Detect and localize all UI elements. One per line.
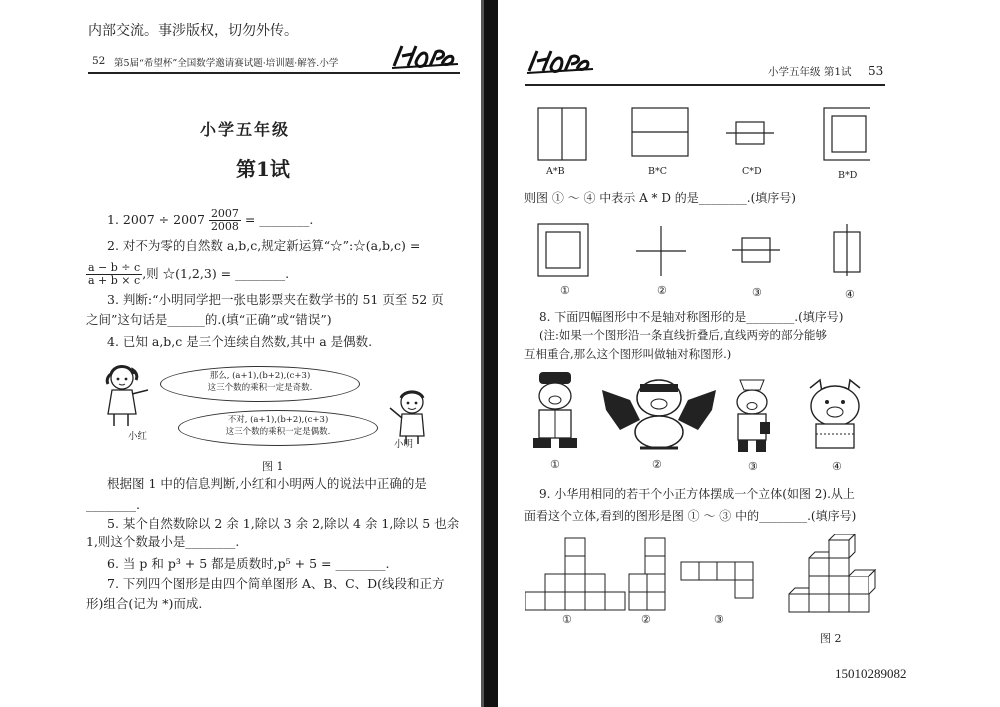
question-2-line2: $\frac{a - b \div c}{a + b \times c}$ ,则 ☆(1,2,3) = ________. xyxy=(88,261,290,288)
figure-1-caption: 图 1 xyxy=(262,460,284,473)
question-5-line2: 1,则这个数最小是________. xyxy=(86,534,240,549)
q8-choice-4: ④ xyxy=(832,460,842,473)
copyright-notice: 内部交流。事涉版权，切勿外传。 xyxy=(88,23,298,39)
fig-label-b-d: B*D xyxy=(838,170,858,181)
question-3-line2: 之间”这句话是______的.(填“正确”或“错误”) xyxy=(86,312,332,327)
q7-choice-figures xyxy=(530,222,870,280)
question-5-line1: 5. 某个自然数除以 2 余 1,除以 3 余 2,除以 4 余 1,除以 5 也余 xyxy=(107,516,460,531)
girl-label: 小红 xyxy=(128,431,148,442)
question-6: 6. 当 p 和 p³ + 5 都是质数时,p⁵ + 5 = ________. xyxy=(107,556,390,571)
hope-logo-right xyxy=(525,47,595,79)
q7-choice-3: ③ xyxy=(752,286,762,299)
q9-choice-2: ② xyxy=(641,613,651,626)
question-9-line2: 面看这个立体,看到的图形是图 ① ～ ③ 中的________.(填序号) xyxy=(524,509,857,523)
right-page-number: 53 xyxy=(868,64,884,78)
boy-label: 小明 xyxy=(394,439,414,450)
pig-plain-picture xyxy=(800,378,870,458)
grade-title: 小学五年级 xyxy=(200,120,291,139)
question-4-line1: 4. 已知 a,b,c 是三个连续自然数,其中 a 是偶数. xyxy=(107,334,373,349)
question-7-line1: 7. 下列四个图形是由四个简单图形 A、B、C、D(线段和正方 xyxy=(107,576,445,591)
question-3-line1: 3. 判断:“小明同学把一张电影票夹在数学书的 51 页至 52 页 xyxy=(107,292,444,307)
girl-xiaohong-figure xyxy=(96,362,156,432)
left-page-number: 52 xyxy=(92,55,106,67)
speech-bubble-xiaohong: 那么, (a+1),(b+2),(c+3) 这三个数的乘积一定是奇数. xyxy=(160,366,360,402)
question-8-note2: 互相重合,那么这个图形叫做轴对称图形.) xyxy=(524,347,732,361)
left-header-title: 第5届“希望杯”全国数学邀请赛试题·培训题·解答.小学 xyxy=(114,58,339,69)
q8-choice-1: ① xyxy=(550,458,560,471)
fig-label-b-c: B*C xyxy=(648,166,667,177)
q7-component-figures xyxy=(530,104,870,170)
question-7-prompt: 则图 ① ～ ④ 中表示 A * D 的是________.(填序号) xyxy=(524,191,796,205)
right-header-title: 小学五年级 第1试 xyxy=(768,66,852,78)
q7-choice-1: ① xyxy=(560,284,570,297)
q8-choice-2: ② xyxy=(652,458,662,471)
fig-label-a-b: A*B xyxy=(546,166,565,177)
q9-view-figures xyxy=(525,534,885,620)
speech-bubble-xiaoming: 不对, (a+1),(b+2),(c+3) 这三个数的乘积一定是偶数. xyxy=(178,410,378,446)
fig-label-c-d: C*D xyxy=(742,166,762,177)
question-4-prompt: 根据图 1 中的信息判断,小红和小明两人的说法中正确的是 xyxy=(107,476,427,491)
pig-chef-picture xyxy=(724,378,780,458)
q7-choice-2: ② xyxy=(657,284,667,297)
right-header-rule xyxy=(525,84,885,86)
question-8-line1: 8. 下面四幅图形中不是轴对称图形的是________.(填序号) xyxy=(539,310,844,324)
hope-logo-left xyxy=(390,42,460,76)
q9-choice-3: ③ xyxy=(714,613,724,626)
pig-police-picture xyxy=(525,370,585,456)
question-9-line1: 9. 小华用相同的若干个小正方体摆成一个立体(如图 2).从上 xyxy=(539,487,855,501)
pig-bat-picture xyxy=(600,370,718,456)
question-1: 1. 2007 ÷ 2007 $\frac{2007}{2008}$ = ________. xyxy=(107,207,314,234)
question-2-line1: 2. 对不为零的自然数 a,b,c,规定新运算“☆”:☆(a,b,c) = xyxy=(107,238,421,253)
left-header-rule xyxy=(88,72,460,74)
q8-choice-3: ③ xyxy=(748,460,758,473)
q7-choice-4: ④ xyxy=(845,288,855,301)
test-title: 第1试 xyxy=(236,157,290,181)
q9-choice-1: ① xyxy=(562,613,572,626)
question-8-note1: (注:如果一个图形沿一条直线折叠后,直线两旁的部分能够 xyxy=(539,328,828,342)
book-spine xyxy=(484,0,498,707)
figure-2-caption: 图 2 xyxy=(820,632,842,645)
question-7-line2: 形)组合(记为 *)而成. xyxy=(86,596,203,611)
phone-number: 15010289082 xyxy=(835,666,907,681)
question-4-answer-line: ________. xyxy=(86,497,140,512)
